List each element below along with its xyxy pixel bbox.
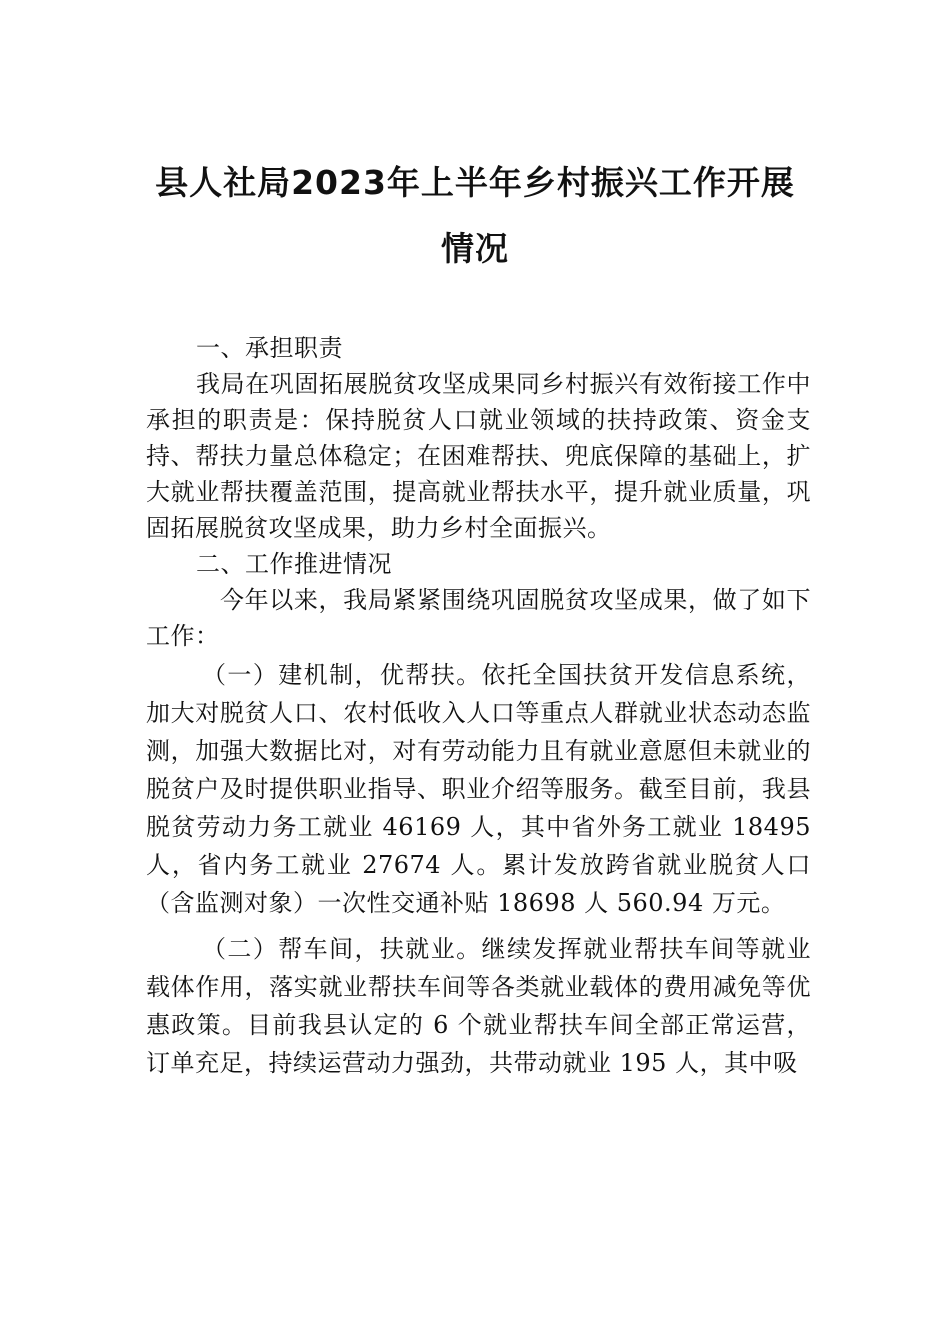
section-2-item-2: （二）帮车间，扶就业。继续发挥就业帮扶车间等就业载体作用，落实就业帮扶车间等各类就业载体的费用减免等优惠政策。目前我县认定的 6 个就业帮扶车间全部正常运营，订单充足，持续运营动力强劲，共带动就业 195 人，其中吸 bbox=[146, 935, 811, 1077]
title-line-1: 县人社局2023年上半年乡村振兴工作开展 bbox=[155, 163, 795, 202]
document-body bbox=[146, 330, 811, 1082]
title-line-2: 情况 bbox=[441, 229, 509, 268]
document-title bbox=[120, 150, 830, 282]
section-2-intro: 今年以来，我局紧紧围绕巩固脱贫攻坚成果，做了如下工作： bbox=[146, 586, 811, 650]
section-heading-1: 一、承担职责 bbox=[196, 334, 343, 362]
section-1-paragraph: 我局在巩固拓展脱贫攻坚成果同乡村振兴有效衔接工作中承担的职责是：保持脱贫人口就业领域的扶持政策、资金支持、帮扶力量总体稳定；在困难帮扶、兜底保障的基础上，扩大就业帮扶覆盖范围，提高就业帮扶水平，提升就业质量，巩固拓展脱贫攻坚成果，助力乡村全面振兴。 bbox=[146, 370, 811, 542]
section-2-item-1: （一）建机制，优帮扶。依托全国扶贫开发信息系统，加大对脱贫人口、农村低收入人口等重点人群就业状态动态监测，加强大数据比对，对有劳动能力且有就业意愿但未就业的脱贫户及时提供职业指导、职业介绍等服务。截至目前，我县脱贫劳动力务工就业 46169 人，其中省外务工就业 18495 人，省内务工就业 27674 人。累计发放跨省就业脱贫人口（含监测对象）一次性交通补贴 18698 人 560.94 万元。 bbox=[146, 661, 811, 917]
section-heading-2: 二、工作推进情况 bbox=[196, 550, 392, 578]
